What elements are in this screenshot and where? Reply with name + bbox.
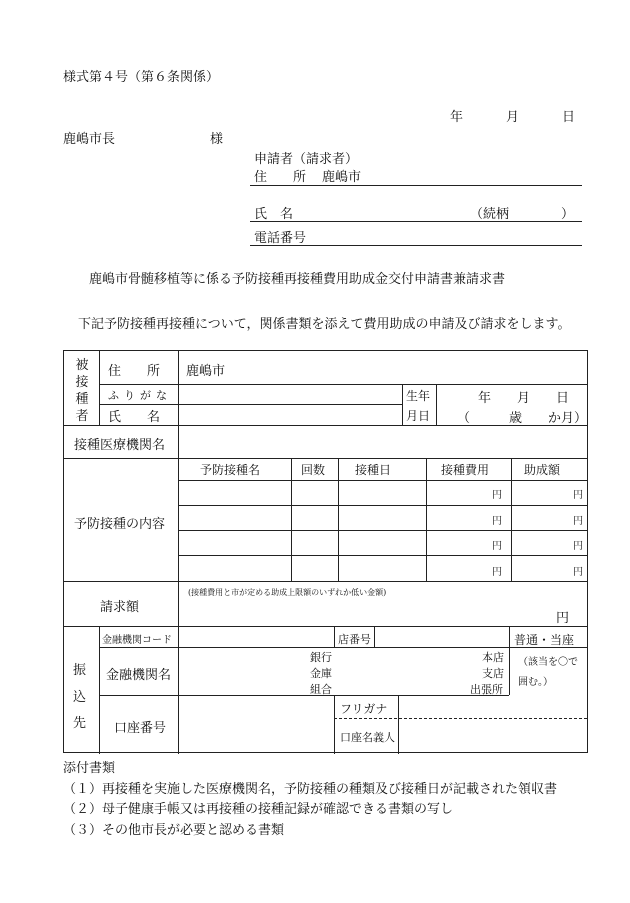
applicant-phone-label: 電話番号 [254,231,307,246]
rule [511,458,512,581]
rule [99,695,509,696]
rule [99,626,100,754]
date-year: 年 [450,110,464,125]
attachments-heading: 添付書類 [63,761,116,776]
attachment-item-1: （１）再接種を実施した医療機関名，予防接種の種類及び接種日が記載された領収書 [63,782,558,797]
rule [334,626,335,647]
account-no-label: 口座番号 [114,721,167,736]
applicant-phone-underline [250,245,582,246]
branch-type-branch: 支店 [482,667,504,680]
document-title: 鹿嶋市骨髄移植等に係る予防接種再接種費用助成金交付申請書兼請求書 [89,272,506,287]
recipient-address-value[interactable]: 鹿嶋市 [186,364,226,379]
birth-label-1: 生年 [406,389,431,403]
clinic-label: 接種医療機関名 [74,438,166,453]
rule [64,458,587,459]
rule [178,505,587,506]
applicant-name-label: 氏 名 [254,207,294,222]
applicant-address-underline [250,185,582,186]
claim-note: (接種費用と市が定める助成上限額のいずれか低い金額) [188,588,387,597]
date-month: 月 [506,110,520,125]
rule [178,351,179,425]
yen-cost-4: 円 [492,567,502,578]
yen-subsidy-3: 円 [573,541,583,552]
rule [178,458,179,581]
recipient-address-label: 住 所 [108,364,161,379]
rule [436,384,437,425]
vaccine-section-label: 予防接種の内容 [74,517,166,532]
account-type-note-2: 囲む。） [518,677,553,688]
recipient-label: 被接種者 [75,358,89,424]
rule [178,626,179,754]
bank-name-label: 金融機関名 [106,668,172,683]
recipient-furigana-label: ふりがな [108,389,172,402]
rule [99,384,587,385]
addressee-title: 鹿嶋市長 [63,132,116,147]
yen-cost-3: 円 [492,541,502,552]
transfer-label-1: 振 [73,663,87,678]
vaccine-header-count: 回数 [301,463,326,477]
bank-type-kumiai: 組合 [310,683,332,696]
rule [338,458,339,581]
branch-no-label: 店番号 [338,633,371,646]
rule [178,480,587,481]
account-holder-label: 口座名義人 [340,731,395,744]
rule [64,581,587,582]
rule [178,581,179,626]
applicant-address-label: 住 所 [254,170,307,185]
furigana-kana-label: フリガナ [340,702,388,716]
vaccine-header-name: 予防接種名 [200,463,261,477]
birth-date[interactable]: 年 月 日 [478,391,570,406]
account-type[interactable]: 普通・当座 [514,633,575,647]
applicant-name-underline [250,221,582,222]
vaccine-header-date: 接種日 [355,463,392,477]
recipient-name-label: 氏 名 [108,410,161,425]
rule [291,458,292,581]
bank-code-label: 金融機関コード [102,635,172,646]
applicant-heading: 申請者（請求者） [254,152,359,167]
bank-type-bank: 銀行 [310,651,332,664]
branch-type-office: 出張所 [470,683,503,696]
yen-subsidy-4: 円 [573,567,583,578]
yen-cost-2: 円 [492,516,502,527]
rule [509,626,510,695]
account-type-note-1: （該当を〇で [518,657,578,668]
attachment-item-3: （３）その他市長が必要と認める書類 [63,823,285,838]
yen-subsidy-2: 円 [573,516,583,527]
vaccine-header-subsidy: 助成額 [524,463,561,477]
form-number: 様式第４号（第６条関係） [63,70,220,85]
rule [99,351,100,425]
birth-label-2: 月日 [406,409,431,423]
branch-type-main: 本店 [482,651,504,664]
intro-text: 下記予防接種再接種について，関係書類を添えて費用助成の申請及び請求をします。 [78,317,571,332]
rule [398,695,399,754]
date-day: 日 [562,110,576,125]
claim-yen: 円 [556,611,570,626]
rule [374,626,375,647]
transfer-label-3: 先 [73,716,87,731]
rule [426,458,427,581]
application-table [63,350,588,753]
rule [178,425,179,458]
rule [178,555,587,556]
bank-type-kinko: 金庫 [310,667,332,680]
applicant-address-value[interactable]: 鹿嶋市 [322,170,362,185]
attachment-item-2: （２）母子健康手帳又は再接種の接種記録が確認できる書類の写し [63,802,454,817]
rule-dashed [334,718,587,719]
age-text[interactable]: （ 歳 か月） [457,411,588,426]
rule [334,695,335,754]
rule [402,384,403,425]
rule [99,404,402,405]
applicant-relation-label: （続柄 ） [470,207,575,222]
transfer-label-2: 込 [73,690,87,705]
yen-cost-1: 円 [492,490,502,501]
rule [178,530,587,531]
yen-subsidy-1: 円 [573,490,583,501]
addressee-honorific: 様 [210,132,224,147]
vaccine-header-cost: 接種費用 [441,463,490,477]
claim-label: 請求額 [100,600,140,615]
